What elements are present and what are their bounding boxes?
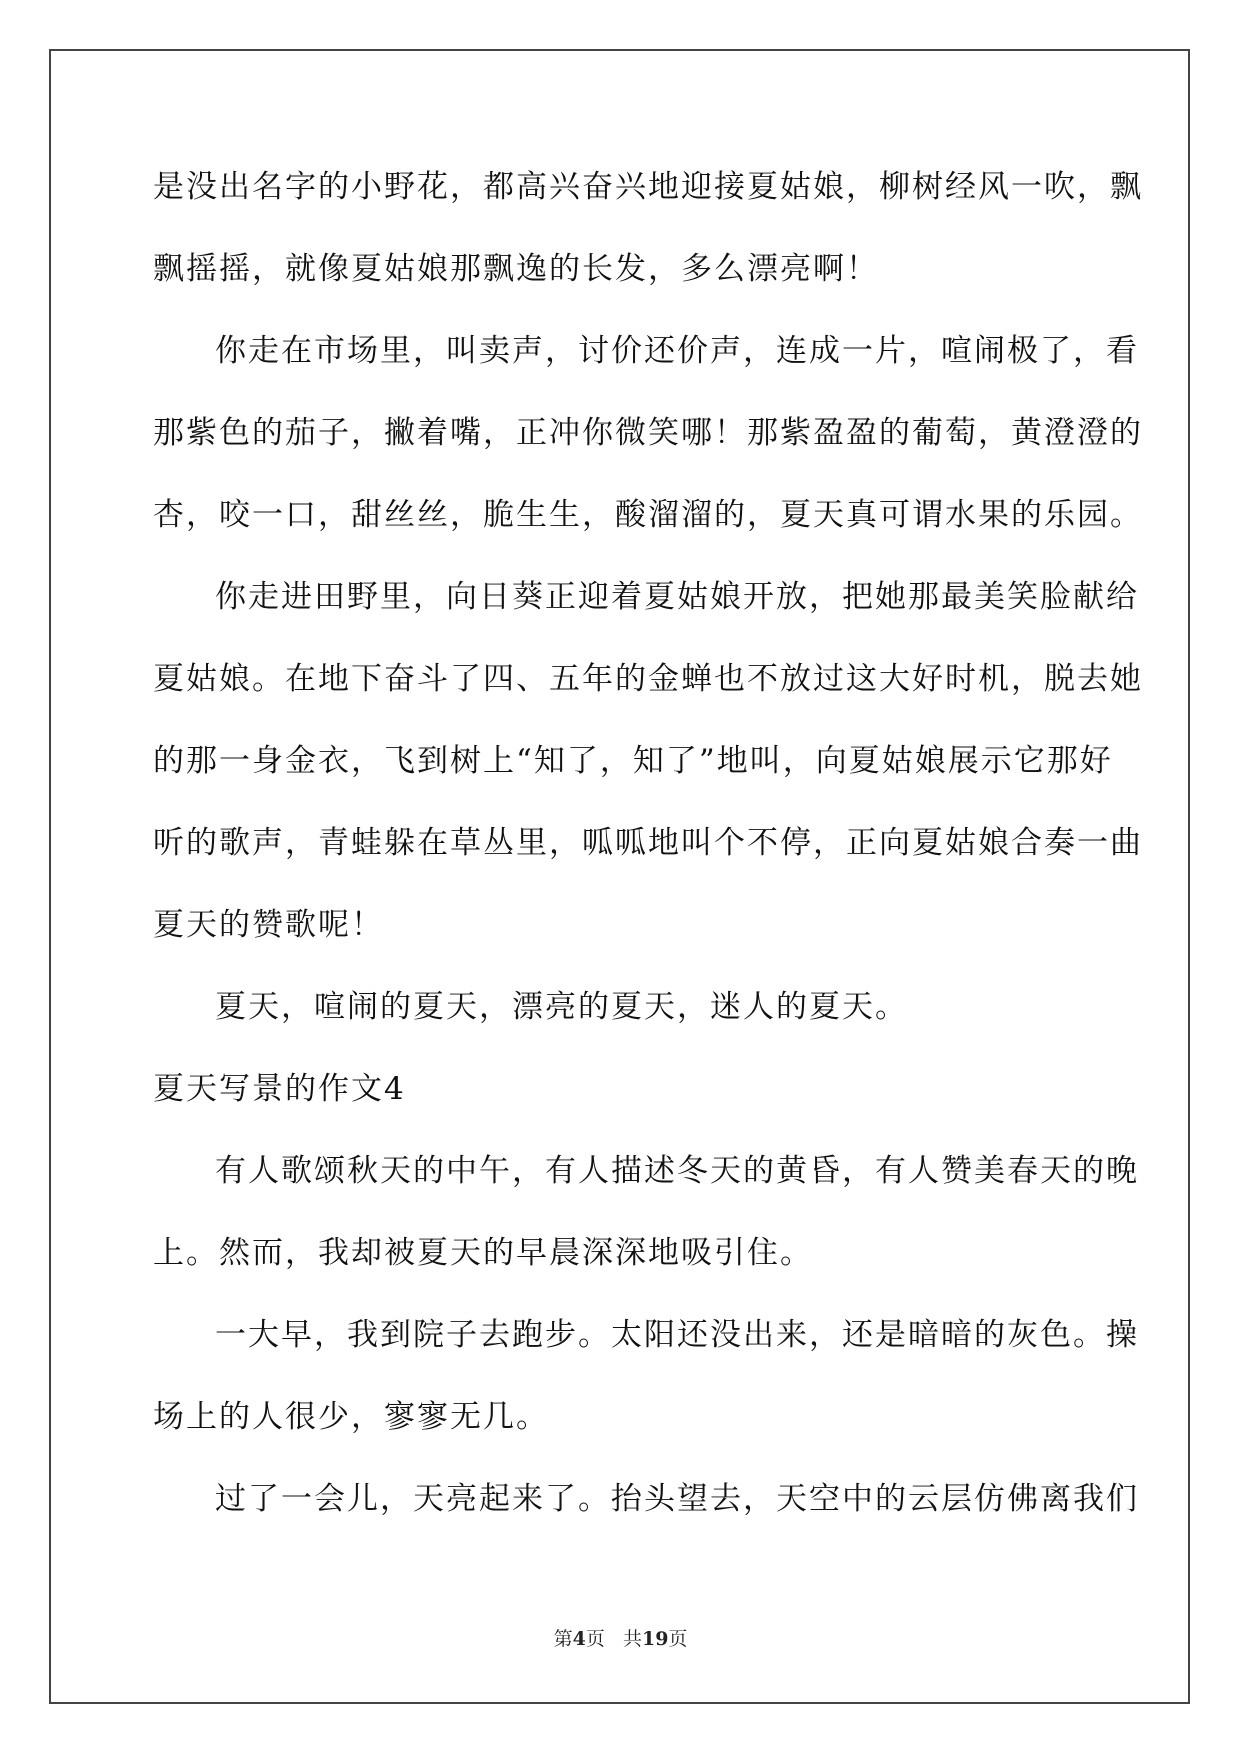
body-line: 夏天的赞歌呢！ (153, 907, 384, 943)
paragraph-start-line: 你走进田野里，向日葵正迎着夏姑娘开放，把她那最美笑脸献给 (215, 579, 1139, 615)
body-line: 听的歌声，青蛙躲在草丛里，呱呱地叫个不停，正向夏姑娘合奏一曲 (153, 825, 1143, 861)
section-heading: 夏天写景的作文4 (153, 1071, 406, 1107)
total-pages: 19 (641, 1628, 669, 1650)
page-footer (0, 1624, 1241, 1651)
body-line: 场上的人很少，寥寥无几。 (153, 1399, 549, 1435)
total-prefix: 共 (622, 1628, 642, 1650)
page-prefix: 第 (553, 1628, 573, 1650)
paragraph-start-line: 你走在市场里，叫卖声，讨价还价声，连成一片，喧闹极了，看 (215, 333, 1139, 369)
body-line: 上。然而，我却被夏天的早晨深深地吸引住。 (153, 1235, 813, 1271)
page-suffix: 页 (585, 1628, 605, 1650)
body-line: 是没出名字的小野花，都高兴奋兴地迎接夏姑娘，柳树经风一吹，飘 (153, 169, 1143, 205)
page-number: 4 (572, 1628, 586, 1650)
document-body (153, 162, 1143, 1556)
body-line: 夏姑娘。在地下奋斗了四、五年的金蝉也不放过这大好时机，脱去她 (153, 661, 1143, 697)
paragraph-start-line: 夏天，喧闹的夏天，漂亮的夏天，迷人的夏天。 (215, 989, 908, 1025)
body-line: 的那一身金衣，飞到树上“知了，知了”地叫，向夏姑娘展示它那好 (153, 743, 1113, 779)
paragraph-start-line: 有人歌颂秋天的中午，有人描述冬天的黄昏，有人赞美春天的晚 (215, 1153, 1139, 1189)
paragraph-start-line: 一大早，我到院子去跑步。太阳还没出来，还是暗暗的灰色。操 (215, 1317, 1139, 1353)
body-line: 那紫色的茄子，撇着嘴，正冲你微笑哪！那紫盈盈的葡萄，黄澄澄的 (153, 415, 1143, 451)
paragraph-start-line: 过了一会儿，天亮起来了。抬头望去，天空中的云层仿佛离我们 (215, 1481, 1139, 1517)
body-line: 飘摇摇，就像夏姑娘那飘逸的长发，多么漂亮啊！ (153, 251, 879, 287)
total-suffix: 页 (668, 1628, 688, 1650)
body-line: 杏，咬一口，甜丝丝，脆生生，酸溜溜的，夏天真可谓水果的乐园。 (153, 497, 1143, 533)
